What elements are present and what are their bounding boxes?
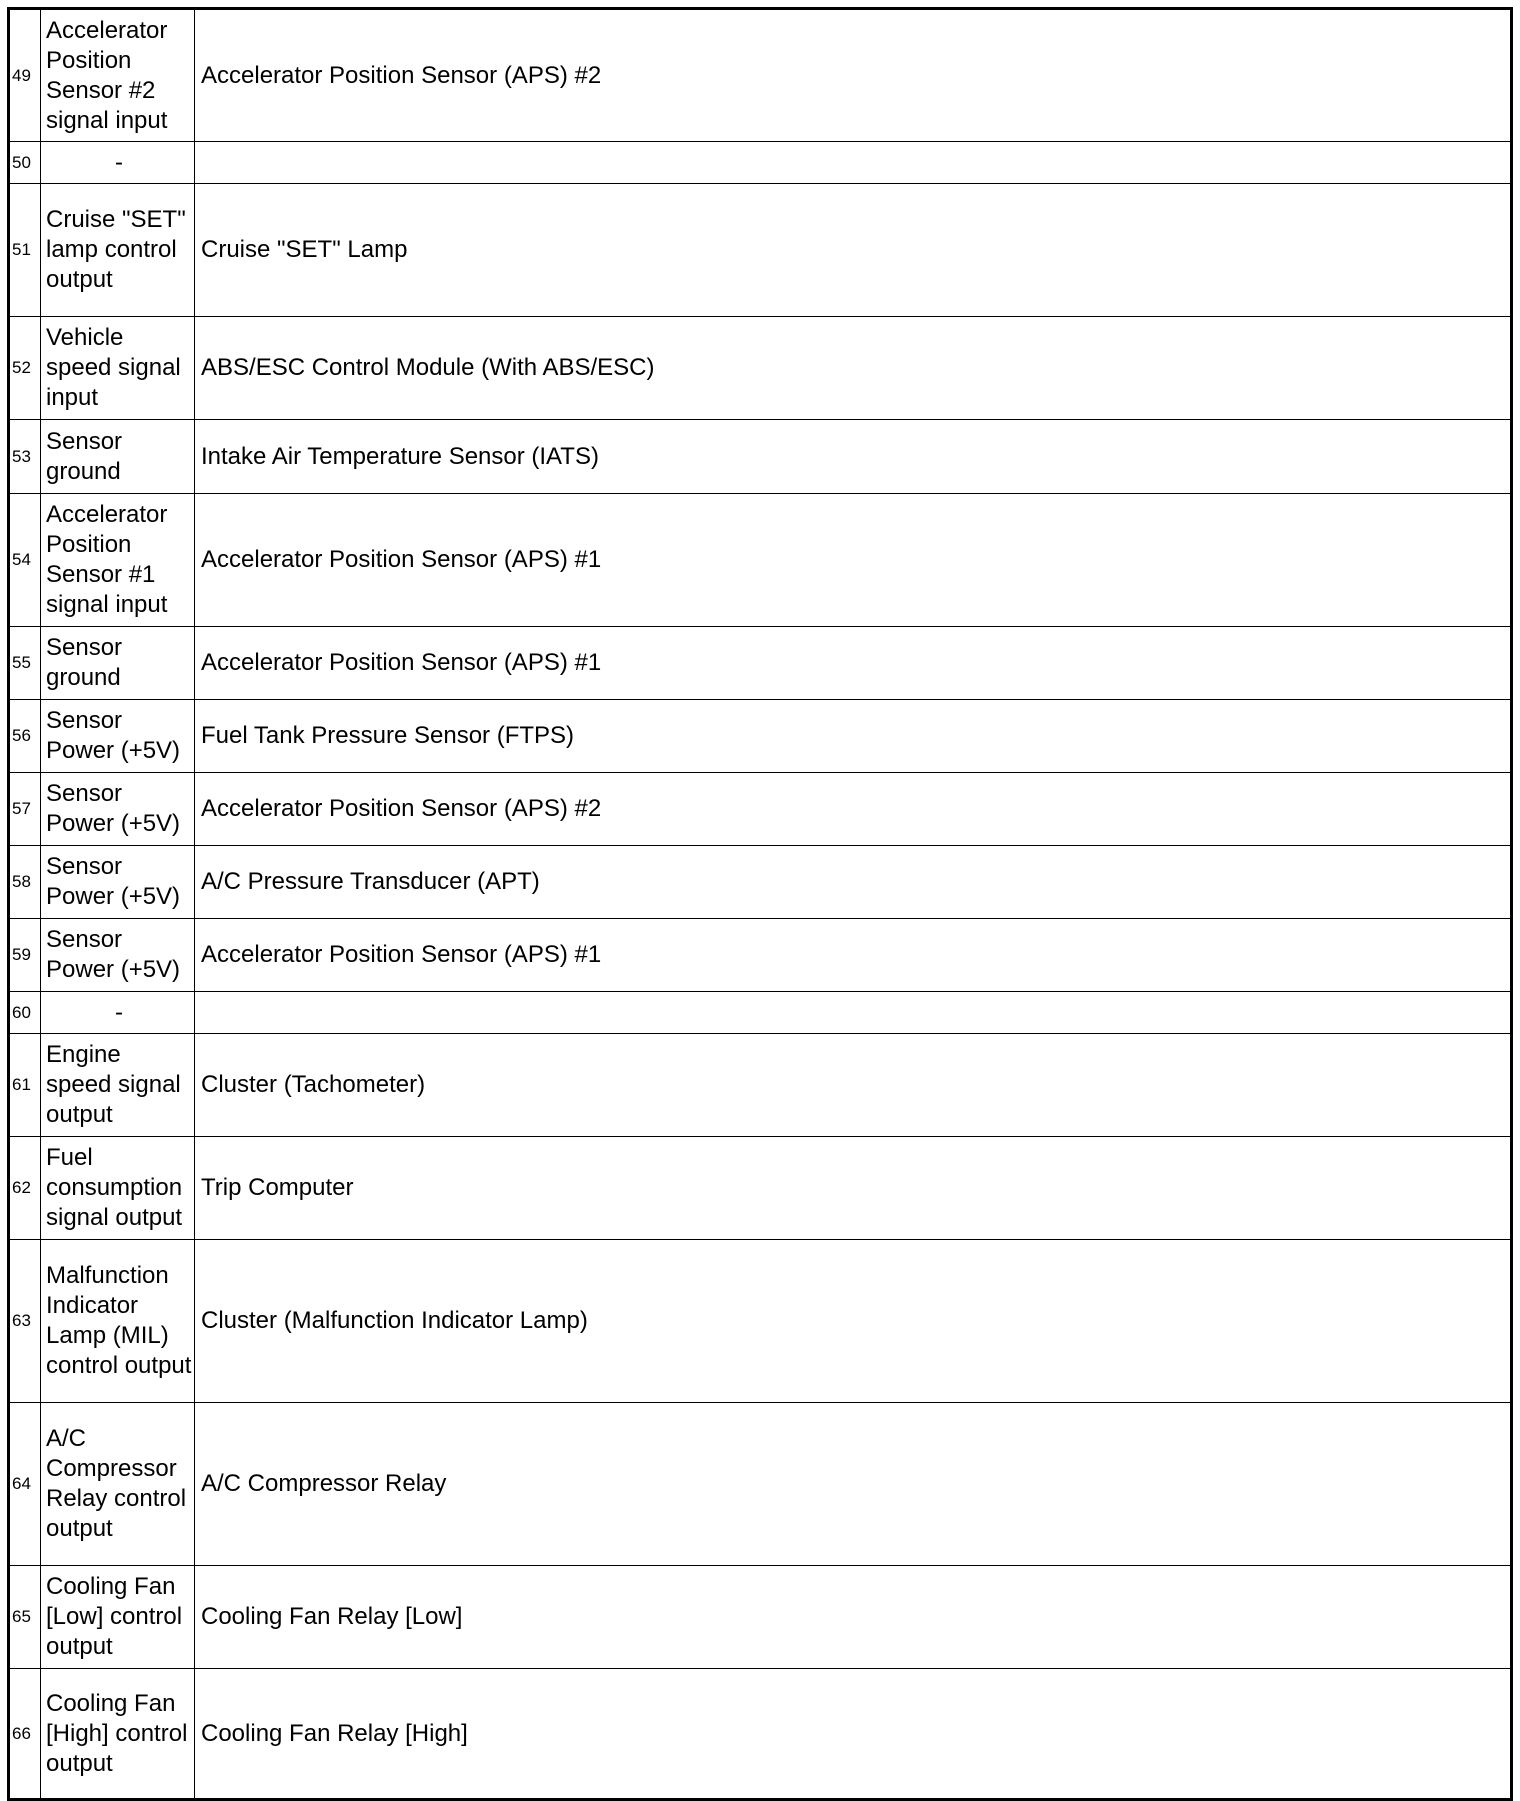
pin-function: Sensor ground (41, 627, 195, 700)
pin-connection: ABS/ESC Control Module (With ABS/ESC) (195, 317, 1512, 420)
table-row (9, 9, 1512, 142)
pin-number: 52 (9, 317, 41, 420)
table-row (9, 1566, 1512, 1669)
table-row (9, 700, 1512, 773)
pin-function: Accelerator Position Sensor #1 signal input (41, 494, 195, 627)
pin-number: 51 (9, 184, 41, 317)
pin-connection: Accelerator Position Sensor (APS) #1 (195, 494, 1512, 627)
pin-connection: Cruise "SET" Lamp (195, 184, 1512, 317)
pin-function: - (41, 142, 195, 184)
pin-function: Sensor ground (41, 420, 195, 494)
table-row (9, 1403, 1512, 1566)
table-row (9, 184, 1512, 317)
table-row (9, 919, 1512, 992)
table-row (9, 420, 1512, 494)
pin-connection: Accelerator Position Sensor (APS) #1 (195, 627, 1512, 700)
table-row (9, 1034, 1512, 1137)
pin-function: Cooling Fan [High] control output (41, 1669, 195, 1800)
pin-number: 49 (9, 9, 41, 142)
table-row (9, 317, 1512, 420)
table-row (9, 846, 1512, 919)
pin-number: 62 (9, 1137, 41, 1240)
pin-function: Sensor Power (+5V) (41, 773, 195, 846)
pin-number: 50 (9, 142, 41, 184)
pin-function: A/C Compressor Relay control output (41, 1403, 195, 1566)
pin-connection: A/C Compressor Relay (195, 1403, 1512, 1566)
pin-number: 61 (9, 1034, 41, 1137)
table-row (9, 494, 1512, 627)
pin-number: 56 (9, 700, 41, 773)
pin-number: 65 (9, 1566, 41, 1669)
pin-connection: Cluster (Malfunction Indicator Lamp) (195, 1240, 1512, 1403)
pin-connection: Trip Computer (195, 1137, 1512, 1240)
pin-connection (195, 142, 1512, 184)
pin-function: - (41, 992, 195, 1034)
pin-connection: Fuel Tank Pressure Sensor (FTPS) (195, 700, 1512, 773)
pin-number: 59 (9, 919, 41, 992)
pin-number: 63 (9, 1240, 41, 1403)
pin-number: 55 (9, 627, 41, 700)
pin-function: Vehicle speed signal input (41, 317, 195, 420)
pin-function: Sensor Power (+5V) (41, 846, 195, 919)
table-row (9, 142, 1512, 184)
table-row (9, 1240, 1512, 1403)
pin-number: 58 (9, 846, 41, 919)
pin-connection: Accelerator Position Sensor (APS) #1 (195, 919, 1512, 992)
pin-connection: Cooling Fan Relay [High] (195, 1669, 1512, 1800)
table-row (9, 627, 1512, 700)
pin-connection: Accelerator Position Sensor (APS) #2 (195, 773, 1512, 846)
pin-number: 66 (9, 1669, 41, 1800)
pin-function: Sensor Power (+5V) (41, 919, 195, 992)
pin-connection: Accelerator Position Sensor (APS) #2 (195, 9, 1512, 142)
pin-function: Malfunction Indicator Lamp (MIL) control output (41, 1240, 195, 1403)
table-row (9, 1137, 1512, 1240)
pin-function: Sensor Power (+5V) (41, 700, 195, 773)
pin-connection (195, 992, 1512, 1034)
pin-number: 53 (9, 420, 41, 494)
pin-table-body (9, 9, 1512, 1800)
pin-number: 57 (9, 773, 41, 846)
pin-connection: Cooling Fan Relay [Low] (195, 1566, 1512, 1669)
table-row (9, 992, 1512, 1034)
pin-function: Cooling Fan [Low] control output (41, 1566, 195, 1669)
pin-connection: Cluster (Tachometer) (195, 1034, 1512, 1137)
pin-function: Fuel consumption signal output (41, 1137, 195, 1240)
pin-connection: A/C Pressure Transducer (APT) (195, 846, 1512, 919)
pin-function: Engine speed signal output (41, 1034, 195, 1137)
table-row (9, 1669, 1512, 1800)
pin-number: 64 (9, 1403, 41, 1566)
pin-number: 60 (9, 992, 41, 1034)
pin-table (7, 7, 1513, 1801)
pin-function: Accelerator Position Sensor #2 signal input (41, 9, 195, 142)
pin-number: 54 (9, 494, 41, 627)
pin-connection: Intake Air Temperature Sensor (IATS) (195, 420, 1512, 494)
pin-function: Cruise "SET" lamp control output (41, 184, 195, 317)
table-row (9, 773, 1512, 846)
